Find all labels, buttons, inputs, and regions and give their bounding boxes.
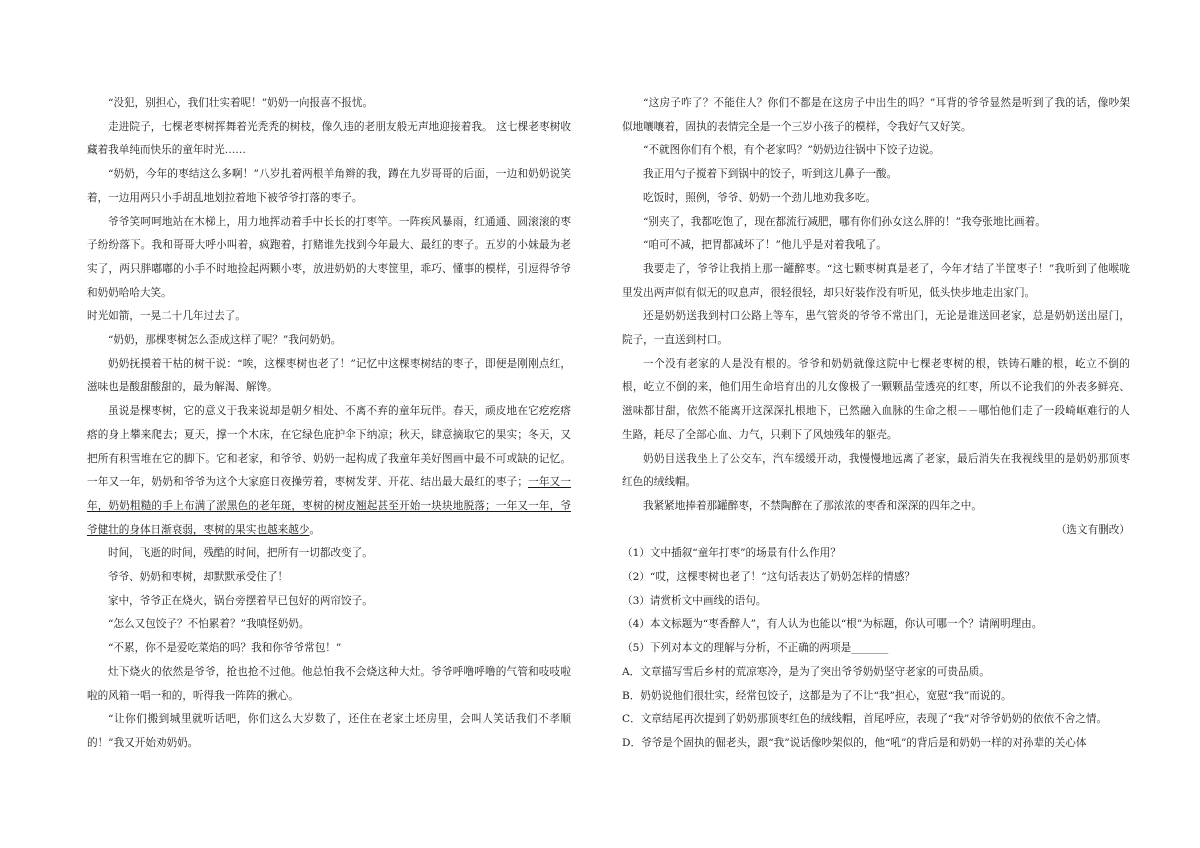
- paragraph: “让你们搬到城里就听话吧，你们这么大岁数了，还住在老家土坯房里，会叫人笑话我们不孝顺的！”我又开始劝奶奶。: [87, 713, 571, 749]
- paragraph: 奶奶抚摸着干枯的树干说：“唉，这棵枣树也老了！”记忆中这棵枣树结的枣子，即便是刚刚点红，滋味也是酸甜酸甜的，最为解渴、解馋。: [87, 357, 571, 394]
- paragraph: “奶奶，今年的枣结这么多啊！”八岁扎着两根羊角辫的我，蹲在九岁哥哥的后面，一边和奶奶说笑着，一边用两只小手胡乱地划拉着地下被爷爷打落的枣子。: [87, 168, 571, 204]
- paragraph: 我紧紧地捧着那罐醉枣，不禁陶醉在了那浓浓的枣香和深深的四年之中。: [643, 499, 982, 512]
- answer-option: D．爷爷是个固执的倔老头，跟“我”说话像吵架似的，他“吼”的背后是和奶奶一样的对孙辈的关心体: [622, 736, 1087, 749]
- paragraph: 我要走了，爷爷让我捎上那一罐醉枣。“这七颗枣树真是老了，今年才结了半筐枣子！”我听到了他喉咙里发出两声似有似无的叹息声，很轻很轻，却只好装作没有听见，低头快步地走出家门。: [622, 262, 1130, 299]
- paragraph: 灶下烧火的依然是爷爷，抢也抢不过他。他总怕我不会烧这种大灶。爷爷呼噜呼噜的气管和吱吱啦啦的风箱一唱一和的，听得我一阵阵的揪心。: [87, 665, 571, 702]
- answer-option: B．奶奶说他们很壮实，经常包饺子，这都是为了不让“我”担心，宽慰“我”而说的。: [622, 689, 1012, 702]
- paragraph: “奶奶，那棵枣树怎么歪成这样了呢？”我问奶奶。: [108, 334, 342, 347]
- answer-option: C．文章结尾再次提到了奶奶那顶枣红色的绒线帽，首尾呼应，表现了“我”对爷爷奶奶的依依不舍之情。: [622, 713, 1108, 726]
- paragraph: “咱可不减，把胃都减坏了！”他儿乎是对着我吼了。: [643, 239, 887, 252]
- paragraph: 家中，爷爷正在烧火，锅台旁摆着早已包好的两帘饺子。: [108, 594, 373, 607]
- question: （3）请赏析文中画线的语句。: [622, 594, 767, 607]
- left-column: [87, 92, 571, 756]
- paragraph: “这房子咋了？不能住人？你们不都是在这房子中出生的吗？”耳背的爷爷显然是听到了我的话，像吵架似地嚷嚷着，固执的表情完全是一个三岁小孩子的模样，令我好气又好笑。: [622, 97, 1130, 133]
- paragraph-with-underline: [87, 400, 571, 542]
- right-column: [622, 92, 1130, 756]
- paragraph: 爷爷笑呵呵地站在木梯上，用力地挥动着手中长长的打枣竿。一阵疾风暴雨，红通通、圆滚滚的枣子纷纷落下。我和哥哥大呼小叫着，疯跑着，打赌谁先找到今年最大、最红的枣子。五岁的小妹最为老实了，两只胖嘟嘟的小手不时地捡起两颗小枣，放进奶奶的大枣筐里，乖巧、懂事的模样，引逗得爷爷和奶奶哈哈大笑。: [87, 215, 571, 299]
- question: （1）文中插叙“童年打枣”的场景有什么作用？: [622, 547, 841, 560]
- paragraph: 爷爷、奶奶和枣树，却默默承受住了！: [108, 571, 289, 584]
- paragraph: 我正用勺子搅着下到锅中的饺子，听到这儿鼻子一酸。: [643, 168, 898, 181]
- paragraph: “别夹了，我都吃饱了，现在都流行减肥，哪有你们孙女这么胖的！”我夸张地比画着。: [643, 215, 1046, 228]
- paragraph: “不就图你们有个根，有个老家吗？”奶奶边往锅中下饺子边说。: [643, 144, 940, 157]
- question: （2）“哎，这棵枣树也老了！”这句话表达了奶奶怎样的情感？: [622, 571, 916, 584]
- paragraph: “不累，你不是爱吃菜焰的吗？我和你爷爷常包！”: [108, 642, 342, 655]
- question: （4）本文标题为“枣香醉人”，有人认为也能以“根”为标题，你认可哪一个？请阐明理由。: [622, 618, 1043, 631]
- paragraph: 吃饭时，照例，爷爷、奶奶一个劲儿地劝我多吃。: [643, 191, 877, 204]
- paragraph: 还是奶奶送我到村口公路上等车，患气管炎的爷爷不常出门，无论是谁送回老家，总是奶奶送出屋门，院子，一直送到村口。: [622, 310, 1130, 347]
- paragraph-text: 。: [309, 523, 321, 536]
- paragraph-text: 虽说是棵枣树，它的意义于我来说却是朝夕相处、不离不弃的童年玩伴。春天，顽皮地在它疙疙瘩瘩的身上攀来爬去；夏天，撑一个木床，在它绿色庇护伞下纳凉；秋天，肆意摘取它的果实；冬天，又把所有积雪堆在它的脚下。它和老家，和爷爷、奶奶一起构成了我童年美好图画中最不可或缺的记忆。 一年又一年，奶奶和爷爷为这个大家庭日夜操劳着，枣树发芽、开花、结出最大最红的枣子；: [87, 405, 571, 489]
- paragraph: 时光如箭，一晃二十几年过去了。: [87, 310, 246, 323]
- paragraph: 走进院子，七棵老枣树挥舞着光秃秃的树枝，像久违的老朋友般无声地迎接着我。 这七棵老枣树收藏着我单纯而快乐的童年时光……: [87, 120, 571, 157]
- paragraph: 时间，飞逝的时间，残酷的时间，把所有一切都改变了。: [108, 547, 373, 560]
- paragraph: 奶奶目送我坐上了公交车，汽车缓缓开动，我慢慢地远离了老家，最后消失在我视线里的是奶奶那顶枣红色的绒线帽。: [622, 452, 1130, 489]
- underlined-sentence: 一年又一年，奶奶粗糙的手上布满了淤黑色的老年斑，枣树的树皮翘起甚至开始一块块地脱落；一年又一年，爷爷健壮的身体日渐衰弱，枣树的果实也越来越少: [87, 476, 572, 536]
- answer-option: A．文章描写雪后乡村的荒凉寒冷，是为了突出爷爷奶奶坚守老家的可贵品质。: [622, 665, 990, 678]
- paragraph: “怎么又包饺子？不怕累着？”我嗔怪奶奶。: [108, 618, 310, 631]
- paragraph: “没犯，别担心，我们壮实着呢！”奶奶一向报喜不报忧。: [108, 97, 374, 109]
- paragraph: 一个没有老家的人是没有根的。爷爷和奶奶就像这院中七棵老枣树的根，铁铸石雕的根，屹立不倒的根，屹立不倒的来，他们用生命培育出的儿女像极了一颗颗晶莹透亮的红枣，所以不论我们的外表多鲜亮、滋味都甘甜，依然不能离开这深深扎根地下，已然融入血脉的生命之根－－哪怕他们走了一段崎岖难行的人生路，耗尽了全部心血、力气，只剩下了风烛残年的躯壳。: [622, 357, 1130, 441]
- question: （5）下列对本文的理解与分析，不正确的两项是_______: [622, 642, 889, 655]
- source-note: （选文有删改）: [1055, 523, 1130, 536]
